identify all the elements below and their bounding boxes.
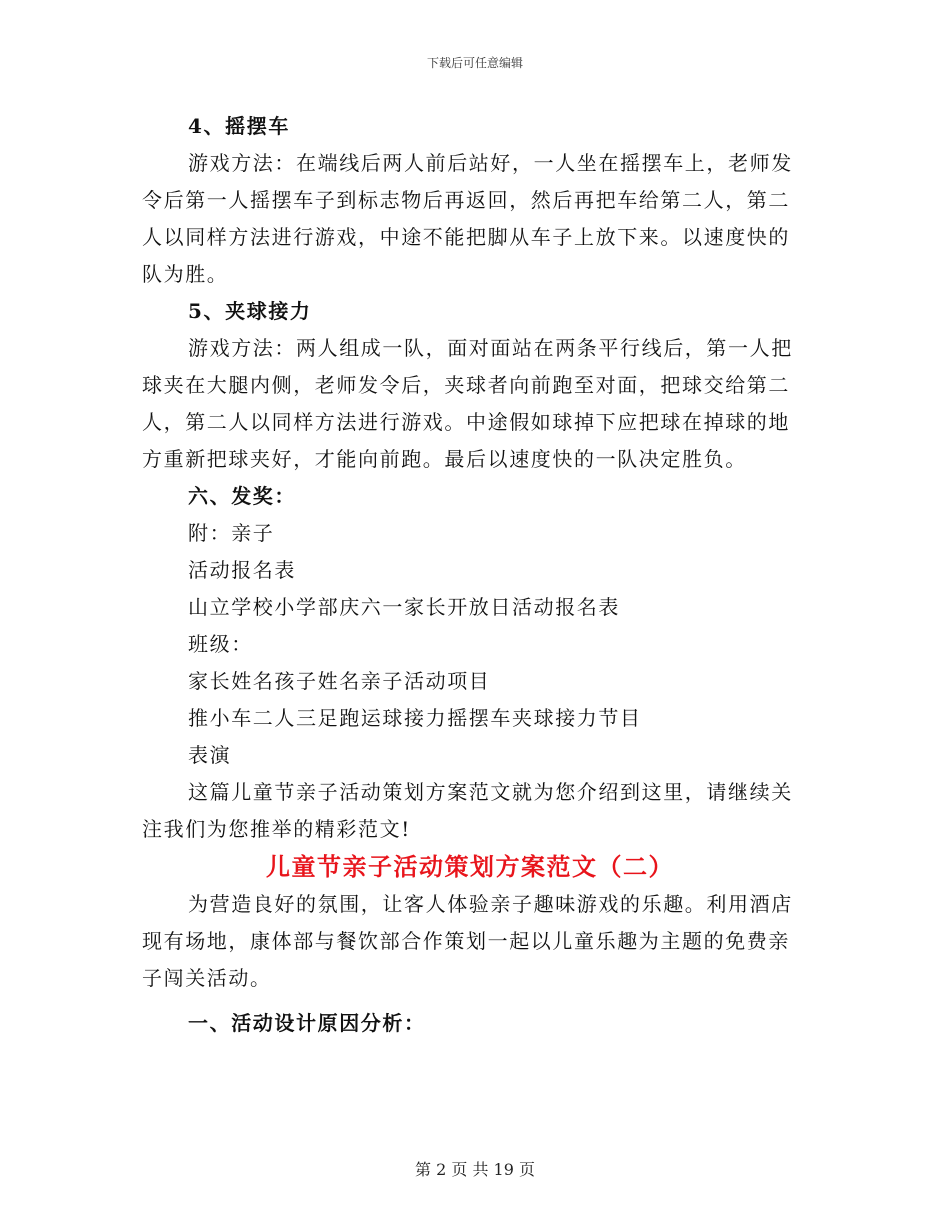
- section-4-heading: 4、摇摆车: [188, 114, 290, 138]
- activity-items-line-2: 表演: [188, 743, 232, 767]
- intro-paragraph-2: 为营造良好的氛围，让客人体验亲子趣味游戏的乐趣。利用酒店现有场地，康体部与餐饮部合作策划一起以儿童乐趣为主题的免费亲子闯关活动。: [142, 892, 793, 990]
- class-label: 班级：: [188, 632, 253, 656]
- document-title-2: 儿童节亲子活动策划方案范文（二）: [266, 852, 674, 881]
- activity-items-line: 推小车二人三足跑运球接力摇摆车夹球接力节目: [188, 706, 642, 730]
- table-header-line: 家长姓名孩子姓名亲子活动项目: [188, 669, 491, 693]
- appendix-line: 附：亲子: [188, 521, 275, 545]
- section-5-heading: 5、夹球接力: [188, 299, 312, 323]
- closing-paragraph: 这篇儿童节亲子活动策划方案范文就为您介绍到这里，请继续关注我们为您推举的精彩范文!: [142, 780, 793, 841]
- form-title: 山立学校小学部庆六一家长开放日活动报名表: [188, 595, 620, 619]
- page-number-footer: 第 2 页 共 19 页: [415, 1160, 535, 1179]
- section-1-heading: 一、活动设计原因分析：: [188, 1011, 426, 1035]
- page-header: 下载后可任意编辑: [426, 56, 523, 70]
- document-body: [142, 108, 798, 1042]
- section-5-body: 游戏方法：两人组成一队，面对面站在两条平行线后，第一人把球夹在大腿内侧，老师发令后，夹球者向前跑至对面，把球交给第二人，第二人以同样方法进行游戏。中途假如球掉下应把球在掉球的地方重新把球夹好，才能向前跑。最后以速度快的一队决定胜负。: [142, 336, 793, 471]
- section-6-heading: 六、发奖：: [188, 484, 296, 508]
- section-4-body: 游戏方法：在端线后两人前后站好，一人坐在摇摆车上，老师发令后第一人摇摆车子到标志物后再返回，然后再把车给第二人，第二人以同样方法进行游戏，中途不能把脚从车子上放下来。以速度快的队为胜。: [142, 151, 793, 286]
- form-label: 活动报名表: [188, 558, 296, 582]
